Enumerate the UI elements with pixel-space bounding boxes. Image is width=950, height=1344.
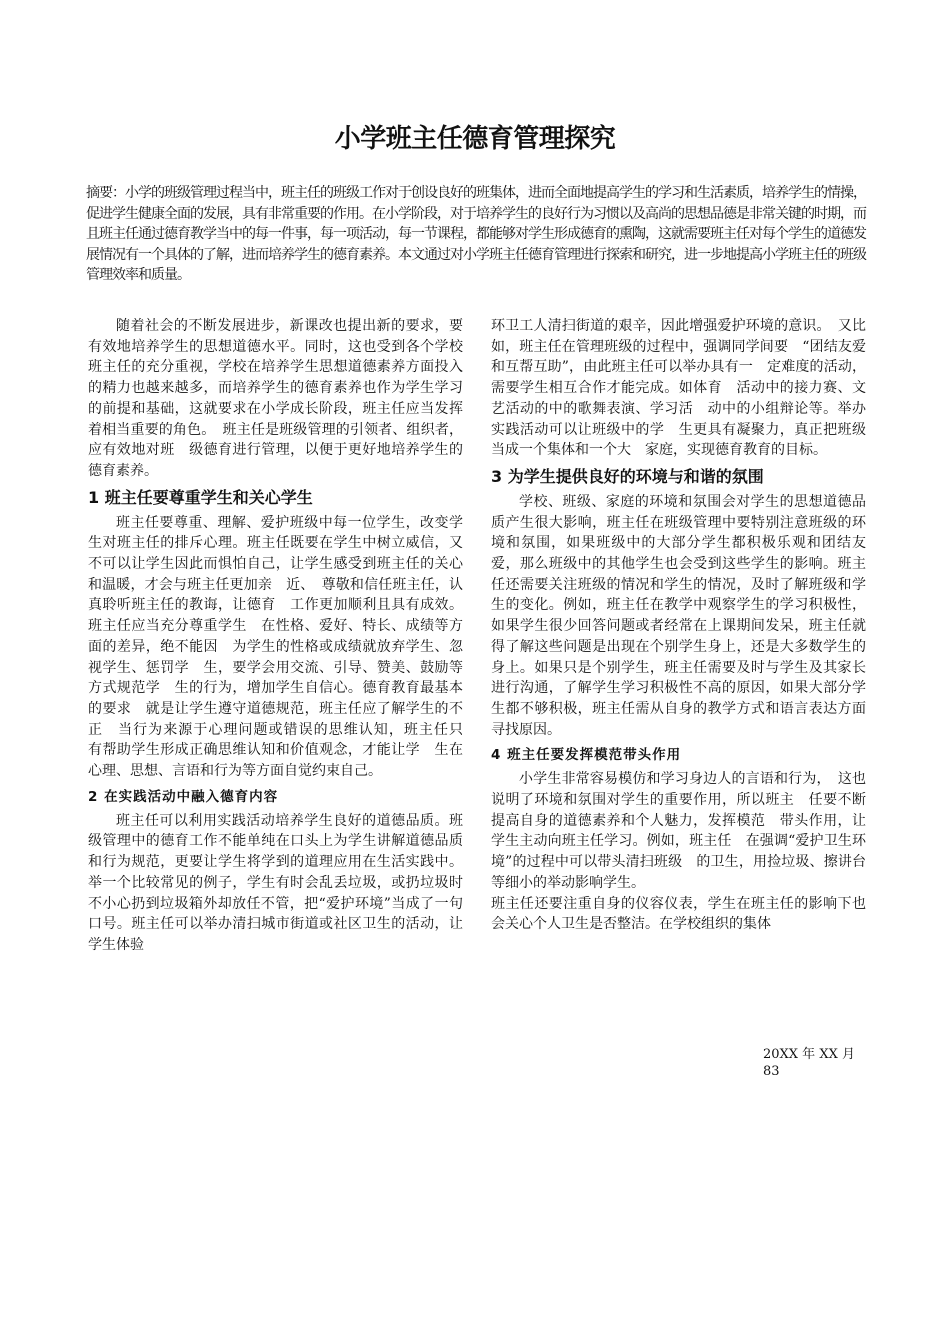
page-number: 83 (763, 1064, 780, 1079)
section-4-paragraph-2: 班主任还要注重自身的仪容仪表，学生在班主任的影响下也会关心个人卫生是否整洁。在学校组织的集体 (491, 895, 866, 933)
page-title: 小学班主任德育管理探究 (334, 124, 616, 154)
section-4-heading: 4 班主任要发挥模范带头作用 (491, 747, 682, 764)
intro-paragraph: 随着社会的不断发展进步，新课改也提出新的要求，要有效地培养学生的思想道德水平。同时，这也受到各个学校班主任的充分重视，学校在培养学生思想道德素养方面投入的精力也越来越多，而培养学生的德育素养也作为学生学习的前提和基础，这就要求在小学成长阶段，班主任应当发挥着相当重要的角色。 班主任是班级管理的引领者、组织者，应有效地对班 级德育进行管理，以便于更好地培养学生的德育素养。 (88, 318, 463, 479)
page-footer (763, 1046, 873, 1080)
left-column (88, 316, 477, 956)
section-1-heading: 1 班主任要尊重学生和关心学生 (88, 487, 313, 507)
section-3-paragraph: 学校、班级、家庭的环境和氛围会对学生的思想道德品质产生很大影响，班主任在班级管理中要特别注意班级的环境和氛围，如果班级中的大部分学生都积极乐观和团结友爱，那么班级中的其他学生也会受到这些学生的影响。班主任还需要关注班级的情况和学生的情况，及时了解班级和学生的变化。例如，班主任在教学中观察学生的学习积极性，如果学生很少回答问题或者经常在上课期间发呆，班主任就得了解这些问题是出现在个别学生身上，还是大多数学生的身上。如果只是个别学生，班主任需要及时与学生及其家长进行沟通，了解学生学习积极性不高的原因，如果大部分学生都不够积极，班主任需从自身的教学方式和语言表达方面寻找原因。 (491, 493, 866, 738)
section-1-paragraph: 班主任要尊重、理解、爱护班级中每一位学生，改变学生对班主任的排斥心理。班主任既要在学生中树立威信，又不可以让学生因此而惧怕自己，让学生感受到班主任的关心和温暖，才会与班主任更加亲 近、 尊敬和信任班主任，认真聆听班主任的教诲，让德育 工作更加顺利且具有成效。班主任应当充分尊重学生 在性格、爱好、特长、成绩等方面的差异，绝不能因 为学生的性格或成绩就放弃学生、忽视学生、惩罚学 生，要学会用交流、引导、赞美、鼓励等方式规范学 生的行为，增加学生自信心。德育教育最基本的要求 就是让学生遵守道德规范，班主任应了解学生的不正 当行为来源于心理问题或错误的思维认知，班主任只 有帮助学生形成正确思维认知和价值观念，才能让学 生在心理、思想、言语和行为等方面自觉约束自己。 (88, 514, 477, 780)
section-3-heading: 3 为学生提供良好的环境与和谐的氛围 (491, 466, 764, 486)
abstract: 摘要：小学的班级管理过程当中，班主任的班级工作对于创设良好的班集体，进而全面地提高学生的学习和生活素质，培养学生的情操，促进学生健康全面的发展，具有非常重要的作用。在小学阶段，对于培养学生的良好行为习惯以及高尚的思想品德是非常关键的时期，而且班主任通过德育教学当中的每一件事，每一项活动，每一节课程，都能够对学生形成德育的熏陶，这就需要班主任对每个学生的道德发展情况有一个具体的了解，进而培养学生的德育素养。本文通过对小学班主任德育管理进行探索和研究，进一步地提高小学班主任的班级管理效率和质量。 (86, 185, 866, 283)
section-2-paragraph: 班主任可以利用实践活动培养学生良好的道德品质。班级管理中的德育工作不能单纯在口头上为学生讲解道德品质和行为规范，更要让学生将学到的道理应用在生活实践中。举一个比较常见的例子，学生有时会乱丢垃圾，或扔垃圾时不小心扔到垃圾箱外却放任不管，把“爱护环境”当成了一句口号。班主任可以举办清扫城市街道或社区卫生的活动，让学生体验 (88, 812, 463, 953)
continuation-paragraph: 环卫工人清扫街道的艰辛，因此增强爱护环境的意识。 又比如，班主任在管理班级的过程中，强调同学间要 “团结友爱和互帮互助”，由此班主任可以举办具有一 定难度的活动，需要学生相互合作才能完成。如体育 活动中的接力赛、文艺活动的中的歌舞表演、学习活 动中的小组辩论等。举办实践活动可以让班级中的学 生更具有凝聚力，真正把班级当成一个集体和一个大 家庭，实现德育教育的目标。 (491, 318, 866, 459)
section-4-paragraph: 小学生非常容易模仿和学习身边人的言语和行为， 这也说明了环境和氛围对学生的重要作用，所以班主 任要不断提高自身的道德素养和个人魅力，发挥模范 带头作用，让学生主动向班主任学习。例如，班主任 在强调“爱护卫生环境”的过程中可以带头清扫班级 的卫生，用捡垃圾、擦讲台等细小的举动影响学生。 (491, 771, 866, 891)
right-column (491, 316, 866, 935)
footer-date: 20XX 年 XX 月 (763, 1047, 855, 1062)
section-2-heading: 2 在实践活动中融入德育内容 (88, 788, 279, 805)
